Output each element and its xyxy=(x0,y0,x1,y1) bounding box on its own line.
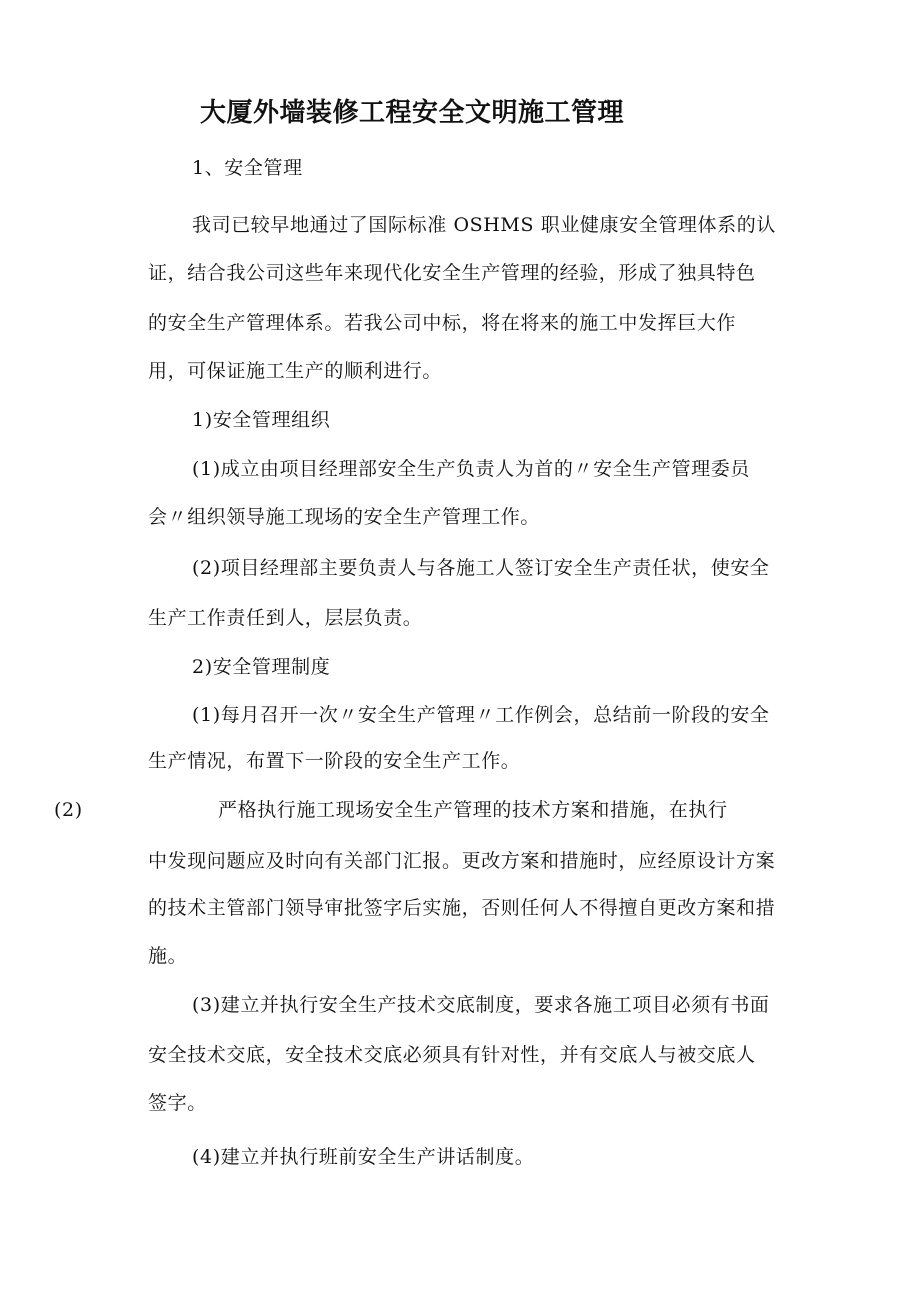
paragraph-line: 证，结合我公司这些年来现代化安全生产管理的经验，形成了独具特色 xyxy=(148,262,756,284)
list-item-line: 的技术主管部门领导审批签字后实施，否则任何人不得擅自更改方案和措 xyxy=(148,897,776,919)
paragraph-line: 用，可保证施工生产的顺利进行。 xyxy=(148,360,443,382)
list-item-line: 安全技术交底，安全技术交底必须具有针对性，并有交底人与被交底人 xyxy=(148,1044,756,1066)
paragraph-line: 的安全生产管理体系。若我公司中标，将在将来的施工中发挥巨大作 xyxy=(148,312,737,334)
document-title: 大厦外墙装修工程安全文明施工管理 xyxy=(200,98,625,128)
section-heading: 1、安全管理 xyxy=(192,157,303,179)
list-item-line: (4)建立并执行班前安全生产讲话制度。 xyxy=(192,1146,535,1168)
list-item-line: (2)项目经理部主要负责人与各施工人签订安全生产责任状，使安全 xyxy=(192,557,770,579)
list-item-line: (1)成立由项目经理部安全生产负责人为首的〃安全生产管理委员 xyxy=(192,458,750,480)
list-item-line: 中发现问题应及时向有关部门汇报。更改方案和措施时，应经原设计方案 xyxy=(148,850,776,872)
list-item-number: (2) xyxy=(54,799,83,821)
subsection-heading: 1)安全管理组织 xyxy=(192,409,331,431)
list-item-line: 施。 xyxy=(148,945,188,967)
list-item-line: 会〃组织领导施工现场的安全生产管理工作。 xyxy=(148,506,541,528)
paragraph-line: 我司已较早地通过了国际标准 OSHMS 职业健康安全管理体系的认 xyxy=(192,214,776,236)
list-item-line: 签字。 xyxy=(148,1092,207,1114)
subsection-heading: 2)安全管理制度 xyxy=(192,656,331,678)
list-item-line: (1)每月召开一次〃安全生产管理〃工作例会，总结前一阶段的安全 xyxy=(192,704,770,726)
list-item-line: 生产情况，布置下一阶段的安全生产工作。 xyxy=(148,750,521,772)
list-item-line: 生产工作责任到人，层层负责。 xyxy=(148,607,423,629)
list-item-line: (3)建立并执行安全生产技术交底制度，要求各施工项目必须有书面 xyxy=(192,994,770,1016)
list-item-line: 严格执行施工现场安全生产管理的技术方案和措施，在执行 xyxy=(218,799,728,821)
